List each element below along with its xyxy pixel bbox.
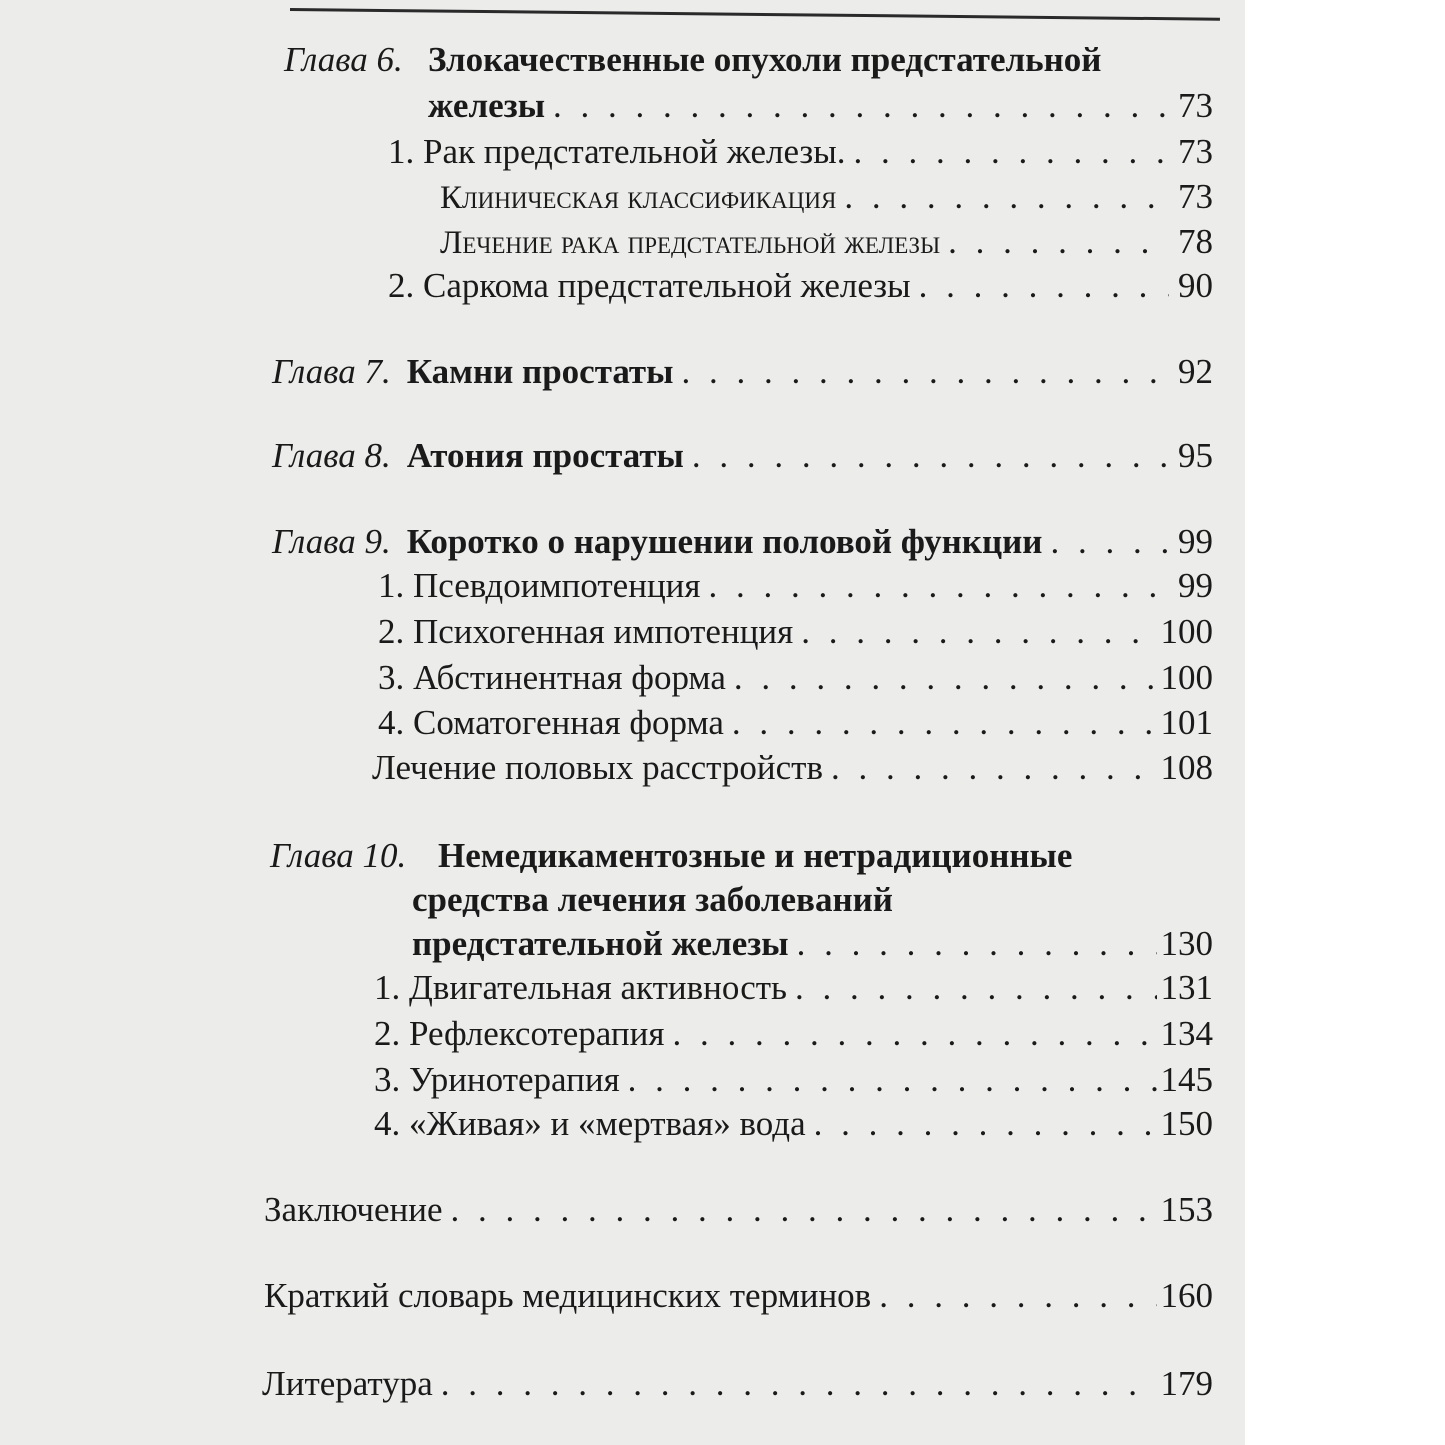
toc-entry-9-4[interactable] (378, 703, 1213, 743)
page-number: 131 (1160, 968, 1213, 1007)
chapter-6-title-line1: Злокачественные опухоли предстательной (428, 40, 1102, 79)
page-number: 100 (1160, 612, 1213, 651)
dot-leader (797, 924, 1157, 964)
toc-entry-9-2[interactable] (378, 612, 1213, 652)
dot-leader (734, 658, 1157, 698)
chapter-8-label: Глава 8. (272, 436, 391, 475)
chapter-6-title-line2: железы (428, 86, 546, 125)
chapter-10-label: Глава 10. (270, 836, 407, 875)
dot-leader (628, 1060, 1157, 1100)
dot-leader (948, 222, 1169, 262)
toc-entry-chapter-7[interactable] (272, 352, 1213, 392)
dot-leader (451, 1190, 1157, 1230)
page-number: 92 (1178, 352, 1213, 391)
page-number: 108 (1160, 748, 1213, 787)
entry-title: 1. Псевдоимпотенция (378, 566, 701, 605)
dot-leader (879, 1276, 1156, 1316)
entry-title: 4. Соматогенная форма (378, 703, 724, 742)
page-number: 100 (1160, 658, 1213, 697)
toc-entry-chapter-6[interactable] (428, 86, 1213, 126)
toc-entry-9-treatment[interactable] (372, 748, 1213, 788)
toc-entry-literature[interactable] (262, 1364, 1213, 1404)
toc-entry-chapter-8[interactable] (272, 436, 1213, 476)
entry-title: 1. Рак предстательной железы. (388, 132, 846, 171)
dot-leader (854, 132, 1170, 172)
entry-title: 2. Саркома предстательной железы (388, 266, 911, 305)
chapter-6-label: Глава 6. (284, 40, 403, 79)
page-number: 101 (1160, 703, 1213, 742)
dot-leader (692, 436, 1169, 476)
entry-title: Лечение рака предстательной железы (440, 225, 941, 261)
entry-title: 4. «Живая» и «мертвая» вода (374, 1104, 806, 1143)
dot-leader (814, 1104, 1157, 1144)
chapter-10-title-line3: предстательной железы (412, 924, 789, 963)
page-number: 90 (1178, 266, 1213, 305)
toc-entry-10-4[interactable] (374, 1104, 1213, 1144)
page-number: 73 (1178, 177, 1213, 216)
chapter-8-title: Атония простаты (406, 436, 684, 475)
dot-leader (709, 566, 1169, 606)
page-margin (1245, 0, 1445, 1445)
chapter-7-label: Глава 7. (272, 352, 391, 391)
entry-title: 3. Абстинентная форма (378, 658, 726, 697)
dot-leader (831, 748, 1157, 788)
dot-leader (441, 1364, 1157, 1404)
entry-title: 1. Двигательная активность (374, 968, 788, 1007)
entry-title: Клиническая классификация (440, 180, 837, 216)
toc-entry-conclusion[interactable] (264, 1190, 1213, 1230)
dot-leader (801, 612, 1156, 652)
toc-entry-10-1[interactable] (374, 968, 1213, 1008)
entry-title: 2. Рефлексотерапия (374, 1014, 665, 1053)
page-number: 134 (1160, 1014, 1213, 1053)
dot-leader (1050, 522, 1169, 562)
entry-title: Краткий словарь медицинских терминов (264, 1276, 872, 1315)
page-number: 73 (1178, 132, 1213, 171)
page-number: 78 (1178, 222, 1213, 261)
chapter-9-label: Глава 9. (272, 522, 391, 561)
dot-leader (681, 352, 1169, 392)
chapter-7-title: Камни простаты (406, 352, 674, 391)
toc-entry-10-3[interactable] (374, 1060, 1213, 1100)
toc-entry-6-1-a[interactable] (440, 177, 1213, 218)
entry-title: Лечение половых расстройств (372, 748, 823, 787)
page-number: 160 (1160, 1276, 1213, 1315)
entry-title: 2. Психогенная импотенция (378, 612, 794, 651)
dot-leader (732, 703, 1157, 743)
page-number: 99 (1178, 522, 1213, 561)
toc-entry-chapter-10[interactable] (412, 924, 1213, 964)
toc-entry-6-1[interactable] (388, 132, 1213, 172)
chapter-10-title-line2: средства лечения заболеваний (412, 880, 893, 919)
toc-entry-chapter-9[interactable] (272, 522, 1213, 562)
toc-entry-6-2[interactable] (388, 266, 1213, 306)
toc-entry-9-3[interactable] (378, 658, 1213, 698)
entry-title: 3. Уринотерапия (374, 1060, 620, 1099)
toc-entry-10-2[interactable] (374, 1014, 1213, 1054)
entry-title: Литература (262, 1364, 433, 1403)
dot-leader (672, 1014, 1156, 1054)
top-rule (290, 8, 1220, 21)
page-number: 130 (1160, 924, 1213, 963)
chapter-10-title-line1: Немедикаментозные и нетрадиционные (438, 836, 1073, 875)
toc-entry-9-1[interactable] (378, 566, 1213, 606)
toc-entry-6-1-b[interactable] (440, 222, 1213, 263)
dot-leader (795, 968, 1156, 1008)
page-number: 153 (1160, 1190, 1213, 1229)
page-number: 95 (1178, 436, 1213, 475)
dot-leader (844, 177, 1169, 217)
page-number: 179 (1160, 1364, 1213, 1403)
toc-entry-glossary[interactable] (264, 1276, 1213, 1316)
page-number: 73 (1178, 86, 1213, 125)
chapter-9-title: Коротко о нарушении половой функции (406, 522, 1043, 561)
dot-leader (919, 266, 1169, 306)
entry-title: Заключение (264, 1190, 443, 1229)
page-number: 150 (1160, 1104, 1213, 1143)
page-number: 99 (1178, 566, 1213, 605)
page-number: 145 (1160, 1060, 1213, 1099)
dot-leader (553, 86, 1169, 126)
